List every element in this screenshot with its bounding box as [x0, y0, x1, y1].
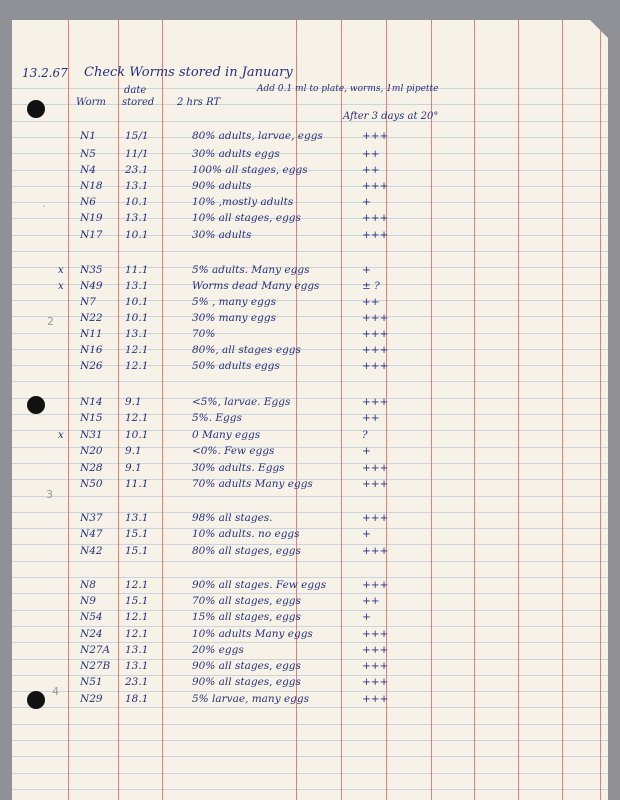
- rt-observation: 10% all stages, eggs: [192, 212, 301, 224]
- page-date: 13.2.67: [22, 66, 68, 80]
- worm-id: N37: [80, 512, 103, 524]
- stored-date: 10.1: [125, 196, 149, 208]
- worm-id: N29: [80, 693, 103, 705]
- margin-line: [474, 20, 475, 800]
- row-x-mark: x: [58, 430, 64, 441]
- stored-date: 11.1: [125, 478, 149, 490]
- stored-date: 12.1: [125, 611, 149, 623]
- worm-id: N4: [80, 164, 96, 176]
- rt-observation: 30% adults. Eggs: [192, 462, 285, 474]
- margin-line: [562, 20, 563, 800]
- worm-id: N20: [80, 445, 103, 457]
- row-x-mark: x: [58, 265, 64, 276]
- worm-id: N26: [80, 360, 103, 372]
- rt-observation: 20% eggs: [192, 644, 244, 656]
- rt-observation: 80% all stages, eggs: [192, 545, 301, 557]
- page-corner: [590, 20, 608, 38]
- stored-date: 12.1: [125, 344, 149, 356]
- stored-date: 18.1: [125, 693, 149, 705]
- page-title: Check Worms stored in January: [84, 65, 293, 80]
- stored-date: 15.1: [125, 528, 149, 540]
- after-3-days-result: +++: [362, 229, 389, 241]
- faint-mark: 4: [52, 685, 59, 698]
- after-3-days-result: +++: [362, 360, 389, 372]
- rt-observation: 70%: [192, 328, 216, 340]
- rt-observation: 5%. Eggs: [192, 412, 242, 424]
- worm-id: N16: [80, 344, 103, 356]
- col-header-after: After 3 days at 20°: [343, 111, 439, 122]
- stored-date: 15.1: [125, 545, 149, 557]
- stored-date: 23.1: [125, 164, 149, 176]
- rt-observation: 90% all stages, eggs: [192, 676, 301, 688]
- worm-id: N27B: [80, 660, 111, 672]
- rt-observation: 90% all stages. Few eggs: [192, 579, 327, 591]
- col-header-date-1: date: [124, 85, 147, 96]
- after-3-days-result: +++: [362, 644, 389, 656]
- worm-id: N5: [80, 148, 96, 160]
- stored-date: 23.1: [125, 676, 149, 688]
- notebook-page: [12, 20, 608, 800]
- stored-date: 10.1: [125, 429, 149, 441]
- after-3-days-result: +++: [362, 693, 389, 705]
- rt-observation: 100% all stages, eggs: [192, 164, 308, 176]
- worm-id: N47: [80, 528, 103, 540]
- worm-id: N49: [80, 280, 103, 292]
- after-3-days-result: +++: [362, 478, 389, 490]
- margin-line: [431, 20, 432, 800]
- faint-mark: ·: [42, 200, 46, 213]
- worm-id: N54: [80, 611, 103, 623]
- stored-date: 13.1: [125, 180, 149, 192]
- row-x-mark: x: [58, 281, 64, 292]
- after-3-days-result: +++: [362, 545, 389, 557]
- worm-id: N11: [80, 328, 103, 340]
- worm-id: N1: [80, 130, 96, 142]
- after-3-days-result: +: [362, 264, 371, 276]
- rt-observation: 30% adults eggs: [192, 148, 280, 160]
- rt-observation: 80% adults, larvae, eggs: [192, 130, 323, 142]
- punch-hole: [27, 691, 45, 709]
- procedure-note: Add 0.1 ml to plate, worms, 1ml pipette: [257, 84, 439, 94]
- rt-observation: 70% adults Many eggs: [192, 478, 313, 490]
- stored-date: 13.1: [125, 660, 149, 672]
- margin-line: [118, 20, 119, 800]
- rt-observation: 15% all stages, eggs: [192, 611, 301, 623]
- stored-date: 12.1: [125, 360, 149, 372]
- stored-date: 13.1: [125, 280, 149, 292]
- after-3-days-result: +++: [362, 512, 389, 524]
- worm-id: N35: [80, 264, 103, 276]
- rt-observation: 50% adults eggs: [192, 360, 280, 372]
- rt-observation: 70% all stages, eggs: [192, 595, 301, 607]
- worm-id: N24: [80, 628, 103, 640]
- margin-line: [162, 20, 163, 800]
- rt-observation: 30% adults: [192, 229, 252, 241]
- col-header-worm: Worm: [76, 97, 106, 108]
- after-3-days-result: +++: [362, 660, 389, 672]
- after-3-days-result: +++: [362, 328, 389, 340]
- punch-hole: [27, 100, 45, 118]
- stored-date: 9.1: [125, 462, 142, 474]
- worm-id: N7: [80, 296, 96, 308]
- after-3-days-result: +: [362, 196, 371, 208]
- margin-line: [68, 20, 69, 800]
- col-header-date-2: stored: [122, 97, 155, 108]
- worm-id: N51: [80, 676, 103, 688]
- stored-date: 13.1: [125, 328, 149, 340]
- worm-id: N8: [80, 579, 96, 591]
- after-3-days-result: ?: [362, 429, 368, 441]
- after-3-days-result: +++: [362, 676, 389, 688]
- rt-observation: <0%. Few eggs: [192, 445, 275, 457]
- stored-date: 13.1: [125, 512, 149, 524]
- rt-observation: 5% larvae, many eggs: [192, 693, 310, 705]
- stored-date: 9.1: [125, 445, 142, 457]
- after-3-days-result: +++: [362, 628, 389, 640]
- after-3-days-result: ++: [362, 164, 380, 176]
- stored-date: 12.1: [125, 628, 149, 640]
- worm-id: N18: [80, 180, 103, 192]
- faint-mark: 2: [47, 315, 54, 328]
- rt-observation: 5% adults. Many eggs: [192, 264, 310, 276]
- rt-observation: 90% adults: [192, 180, 252, 192]
- worm-id: N31: [80, 429, 103, 441]
- after-3-days-result: +++: [362, 180, 389, 192]
- worm-id: N9: [80, 595, 96, 607]
- after-3-days-result: +++: [362, 396, 389, 408]
- stored-date: 15.1: [125, 595, 149, 607]
- rt-observation: 5% , many eggs: [192, 296, 276, 308]
- stored-date: 10.1: [125, 312, 149, 324]
- stored-date: 11.1: [125, 264, 149, 276]
- col-header-rt: 2 hrs RT: [177, 97, 221, 108]
- worm-id: N6: [80, 196, 96, 208]
- margin-line: [518, 20, 519, 800]
- rt-observation: 10% adults Many eggs: [192, 628, 313, 640]
- worm-id: N22: [80, 312, 103, 324]
- after-3-days-result: +: [362, 445, 371, 457]
- after-3-days-result: ++: [362, 412, 380, 424]
- rt-observation: 30% many eggs: [192, 312, 276, 324]
- worm-id: N27A: [80, 644, 111, 656]
- worm-id: N17: [80, 229, 103, 241]
- worm-id: N14: [80, 396, 103, 408]
- worm-id: N42: [80, 545, 103, 557]
- after-3-days-result: +++: [362, 312, 389, 324]
- rt-observation: 80%, all stages eggs: [192, 344, 301, 356]
- margin-line: [341, 20, 342, 800]
- stored-date: 11/1: [125, 148, 149, 160]
- rt-observation: 10% adults. no eggs: [192, 528, 300, 540]
- rt-observation: 10% ,mostly adults: [192, 196, 294, 208]
- stored-date: 10.1: [125, 296, 149, 308]
- stored-date: 12.1: [125, 579, 149, 591]
- after-3-days-result: +: [362, 611, 371, 623]
- stored-date: 12.1: [125, 412, 149, 424]
- faint-mark: 3: [46, 488, 53, 501]
- after-3-days-result: +++: [362, 212, 389, 224]
- rt-observation: 90% all stages, eggs: [192, 660, 301, 672]
- stored-date: 13.1: [125, 644, 149, 656]
- punch-hole: [27, 396, 45, 414]
- after-3-days-result: +++: [362, 462, 389, 474]
- after-3-days-result: ± ?: [362, 280, 380, 292]
- rt-observation: 0 Many eggs: [192, 429, 261, 441]
- rt-observation: Worms dead Many eggs: [192, 280, 320, 292]
- rt-observation: <5%, larvae. Eggs: [192, 396, 291, 408]
- stored-date: 10.1: [125, 229, 149, 241]
- after-3-days-result: +: [362, 528, 371, 540]
- after-3-days-result: +++: [362, 130, 389, 142]
- worm-id: N15: [80, 412, 103, 424]
- rt-observation: 98% all stages.: [192, 512, 273, 524]
- stored-date: 9.1: [125, 396, 142, 408]
- worm-id: N50: [80, 478, 103, 490]
- after-3-days-result: ++: [362, 148, 380, 160]
- after-3-days-result: ++: [362, 595, 380, 607]
- margin-line: [600, 20, 601, 800]
- worm-id: N19: [80, 212, 103, 224]
- after-3-days-result: +++: [362, 344, 389, 356]
- stored-date: 13.1: [125, 212, 149, 224]
- after-3-days-result: +++: [362, 579, 389, 591]
- after-3-days-result: ++: [362, 296, 380, 308]
- stored-date: 15/1: [125, 130, 149, 142]
- worm-id: N28: [80, 462, 103, 474]
